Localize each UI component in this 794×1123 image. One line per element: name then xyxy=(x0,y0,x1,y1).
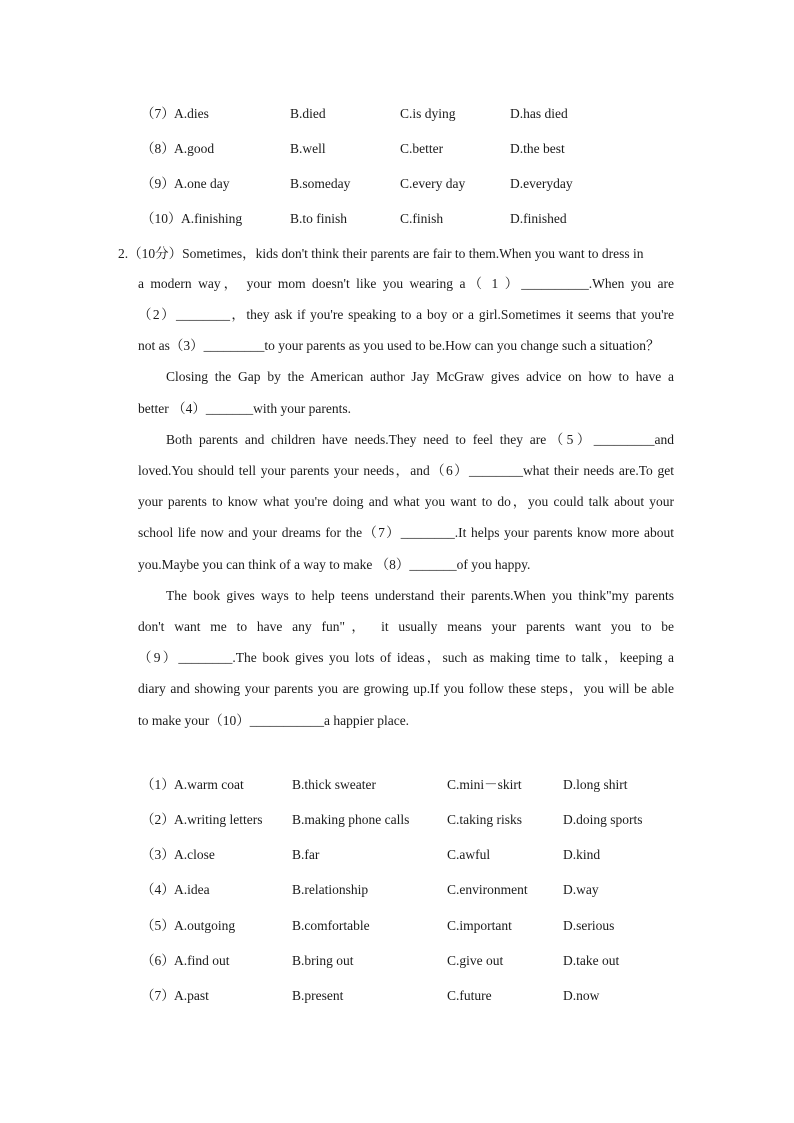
option-a: A.outgoing xyxy=(174,918,236,933)
option-num: （7） xyxy=(141,988,175,1003)
option-num: （10） xyxy=(141,211,182,226)
option-d: D.has died xyxy=(510,106,568,121)
option-num: （3） xyxy=(141,847,175,862)
option-b: B.far xyxy=(292,847,320,862)
passage-line: （2）________，they ask if you're speaking to a boy or a girl.Sometimes it seems that you're xyxy=(138,307,674,322)
option-d: D.way xyxy=(563,882,599,897)
passage-line: a modern way， your mom doesn't like you wearing a（ 1 ）__________.When you are xyxy=(138,276,674,291)
option-num: （5） xyxy=(141,918,175,933)
passage-line: your parents to know what you're doing and what you want to do，you could talk about your xyxy=(138,494,674,509)
option-d: D.the best xyxy=(510,141,565,156)
option-b: B.bring out xyxy=(292,953,354,968)
option-a: A.idea xyxy=(174,882,210,897)
option-c: C.important xyxy=(447,918,512,933)
passage-line: Both parents and children have needs.They need to feel they are（5）_________and xyxy=(166,432,674,447)
option-num: （7） xyxy=(141,106,175,121)
option-c: C.give out xyxy=(447,953,504,968)
passage-line: better （4）_______with your parents. xyxy=(138,401,351,416)
option-c: C.environment xyxy=(447,882,528,897)
option-c: C.mini－skirt xyxy=(447,777,522,792)
option-d: D.take out xyxy=(563,953,620,968)
option-d: D.finished xyxy=(510,211,567,226)
option-a: A.one day xyxy=(174,176,230,191)
option-d: D.serious xyxy=(563,918,615,933)
passage-line: not as（3）_________to your parents as you used to be.How can you change such a situation？ xyxy=(138,338,660,353)
option-c: C.awful xyxy=(447,847,491,862)
option-d: D.long shirt xyxy=(563,777,628,792)
option-a: A.dies xyxy=(174,106,209,121)
option-b: B.someday xyxy=(290,176,351,191)
option-c: C.taking risks xyxy=(447,812,523,827)
option-b: B.thick sweater xyxy=(292,777,376,792)
option-a: A.writing letters xyxy=(174,812,263,827)
option-d: D.kind xyxy=(563,847,601,862)
passage-line: you.Maybe you can think of a way to make （8）_______of you happy. xyxy=(138,557,531,572)
option-num: （8） xyxy=(141,141,175,156)
option-c: C.every day xyxy=(400,176,466,191)
option-d: D.everyday xyxy=(510,176,573,191)
option-b: B.comfortable xyxy=(292,918,370,933)
option-a: A.warm coat xyxy=(174,777,244,792)
option-a: A.find out xyxy=(174,953,230,968)
passage-line: diary and showing your parents you are growing up.If you follow these steps，you will be able xyxy=(138,681,674,696)
option-a: A.good xyxy=(174,141,215,156)
option-b: B.relationship xyxy=(292,882,369,897)
passage-line: don't want me to have any fun"， it usually means your parents want you to be xyxy=(138,619,674,634)
option-num: （6） xyxy=(141,953,175,968)
passage-line: loved.You should tell your parents your needs，and（6）________what their needs are.To get xyxy=(138,463,674,478)
option-d: D.now xyxy=(563,988,600,1003)
option-b: B.to finish xyxy=(290,211,348,226)
passage-line: to make your（10）___________a happier place. xyxy=(138,713,410,728)
option-num: （1） xyxy=(141,777,175,792)
option-c: C.finish xyxy=(400,211,444,226)
option-b: B.making phone calls xyxy=(292,812,410,827)
option-c: C.better xyxy=(400,141,444,156)
option-num: （4） xyxy=(141,882,175,897)
question-heading: 2.（10分）Sometimes，kids don't think their parents are fair to them.When you want to dress in xyxy=(118,246,644,261)
option-b: B.well xyxy=(290,141,326,156)
passage-line: The book gives ways to help teens understand their parents.When you think"my parents xyxy=(166,588,674,603)
option-a: A.close xyxy=(174,847,215,862)
passage-line: school life now and your dreams for the（7）________.It helps your parents know more about xyxy=(138,525,674,540)
option-b: B.present xyxy=(292,988,344,1003)
option-a: A.finishing xyxy=(181,211,243,226)
option-num: （9） xyxy=(141,176,175,191)
option-b: B.died xyxy=(290,106,326,121)
option-c: C.future xyxy=(447,988,492,1003)
option-c: C.is dying xyxy=(400,106,456,121)
option-num: （2） xyxy=(141,812,175,827)
passage-line: Closing the Gap by the American author Jay McGraw gives advice on how to have a xyxy=(166,369,674,384)
option-a: A.past xyxy=(174,988,209,1003)
passage-line: （9）________.The book gives you lots of ideas，such as making time to talk，keeping a xyxy=(138,650,674,665)
option-d: D.doing sports xyxy=(563,812,643,827)
